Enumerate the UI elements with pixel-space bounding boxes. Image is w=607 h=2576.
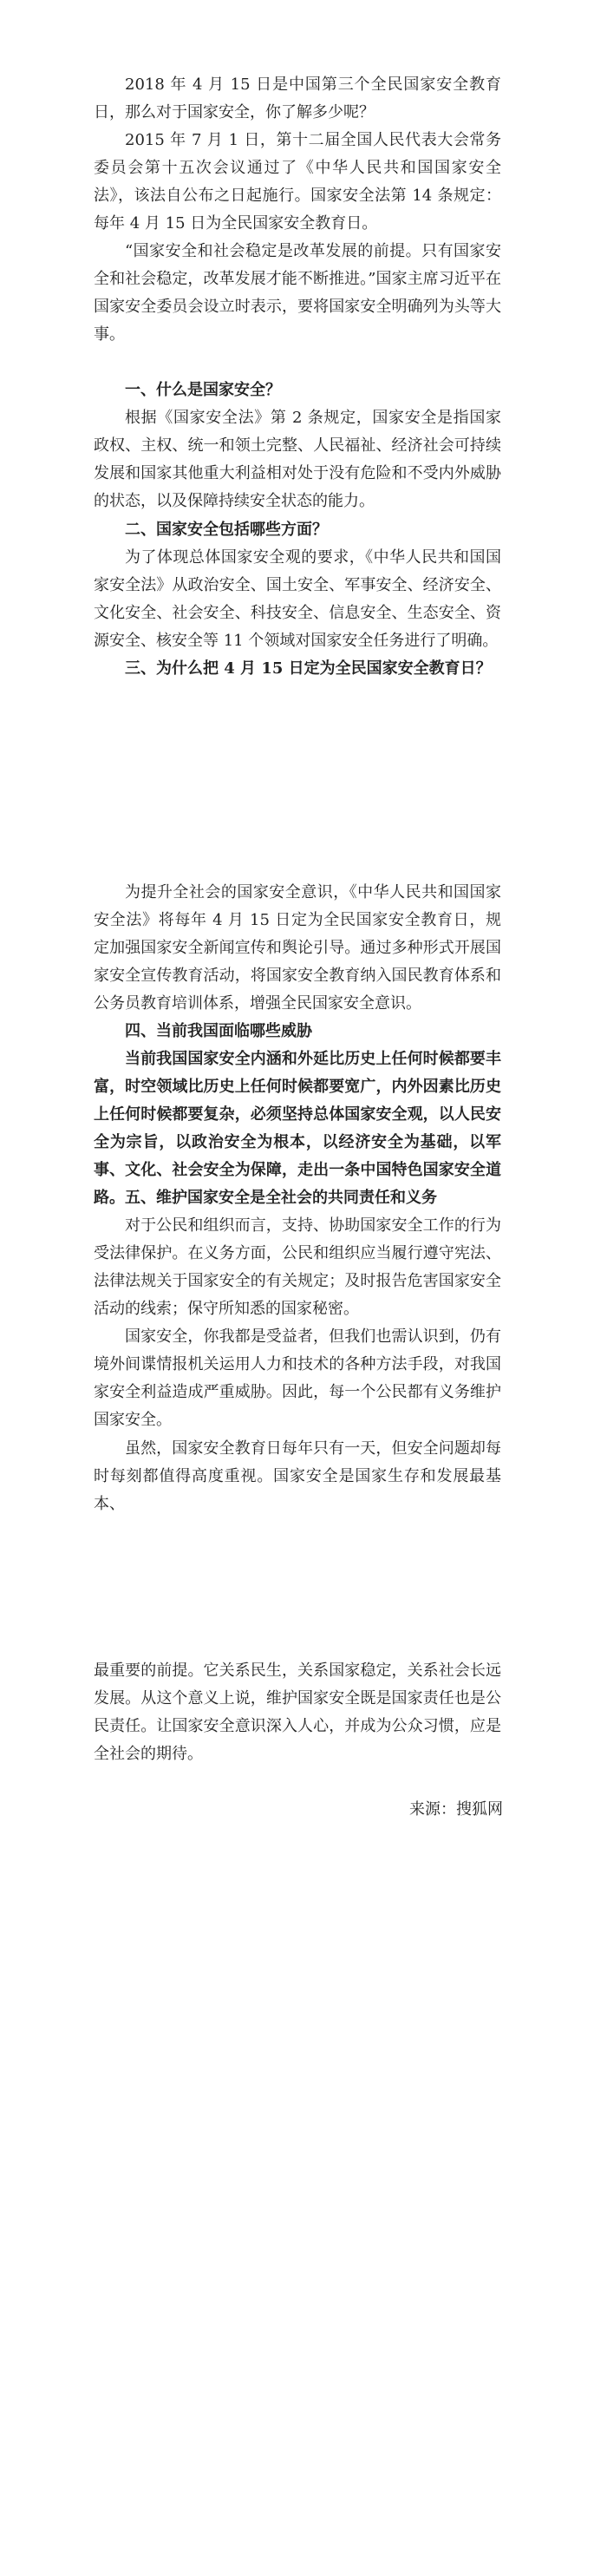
- quote-paragraph: “国家安全和社会稳定是改革发展的前提。只有国家安全和社会稳定，改革发展才能不断推进。”国家主席习近平在国家安全委员会设立时表示，要将国家安全明确列为头等大事。: [94, 242, 501, 344]
- education-day-paragraph: 为提升全社会的国家安全意识，《中华人民共和国国家安全法》将每年 4 月 15 日定为全民国家安全教育日，规定加强国家安全新闻宣传和舆论引导。通过多种形式开展国家安全宣传教育活动，将国家安全教育纳入国民教育体系和公务员教育培训体系，增强全民国家安全意识。: [94, 883, 501, 1013]
- intro-paragraph: 2018 年 4 月 15 日是中国第三个全民国家安全教育日，那么对于国家安全，你了解多少呢？: [94, 75, 501, 121]
- law-paragraph: 2015 年 7 月 1 日，第十二届全国人民代表大会常务委员会第十五次会议通过了《中华人民共和国国家安全法》，该法自公布之日起施行。国家安全法第 14 条规定：每年 4 月 15 日为全民国家安全教育日。: [94, 131, 501, 233]
- aspects-paragraph: 为了体现总体国家安全观的要求，《中华人民共和国国家安全法》从政治安全、国土安全、军事安全、经济安全、文化安全、社会安全、科技安全、信息安全、生态安全、资源安全、核安全等 11 个领域对国家安全任务进行了明确。: [94, 548, 501, 650]
- beneficiary-paragraph: 国家安全，你我都是受益者，但我们也需认识到，仍有境外间谍情报机关运用人力和技术的各种方法手段，对我国家安全利益造成严重威胁。因此，每一个公民都有义务维护国家安全。: [94, 1327, 501, 1429]
- threats-paragraph: 当前我国国家安全内涵和外延比历史上任何时候都要丰富，时空领域比历史上任何时候都要宽广，内外因素比历史上任何时候都要复杂，必须坚持总体国家安全观，以人民安全为宗旨，以政治安全为根本，以经济安全为基础，以军事、文化、社会安全为保障，走出一条中国特色国家安全道路。: [94, 1050, 501, 1207]
- source-credit: 来源：搜狐网: [409, 1800, 503, 1819]
- heading-what-is-security: 一、什么是国家安全？: [125, 381, 281, 399]
- heading-why-april-15: 三、为什么把 4 月 15 日定为全民国家安全教育日？: [125, 659, 492, 678]
- duty-paragraph: 对于公民和组织而言，支持、协助国家安全工作的行为受法律保护。在义务方面，公民和组织应当履行遵守宪法、法律法规关于国家安全的有关规定；及时报告危害国家安全活动的线索；保守所知悉的国家秘密。: [94, 1216, 501, 1318]
- heading-aspects: 二、国家安全包括哪些方面？: [125, 521, 328, 539]
- closing-paragraph-part1: 虽然，国家安全教育日每年只有一天，但安全问题却每时每刻都值得高度重视。国家安全是国家生存和发展最基本、: [94, 1439, 501, 1513]
- definition-paragraph: 根据《国家安全法》第 2 条规定，国家安全是指国家政权、主权、统一和领土完整、人民福祉、经济社会可持续发展和国家其他重大利益相对处于没有危险和不受内外威胁的状态，以及保障持续安全状态的能力。: [94, 409, 501, 510]
- heading-shared-duty: 五、维护国家安全是全社会的共同责任和义务: [125, 1189, 437, 1207]
- heading-threats: 四、当前我国面临哪些威胁: [125, 1022, 312, 1040]
- closing-paragraph-part2: 最重要的前提。它关系民生，关系国家稳定，关系社会长远发展。从这个意义上说，维护国家安全既是国家责任也是公民责任。让国家安全意识深入人心，并成为公众习惯，应是全社会的期待。: [94, 1662, 501, 1763]
